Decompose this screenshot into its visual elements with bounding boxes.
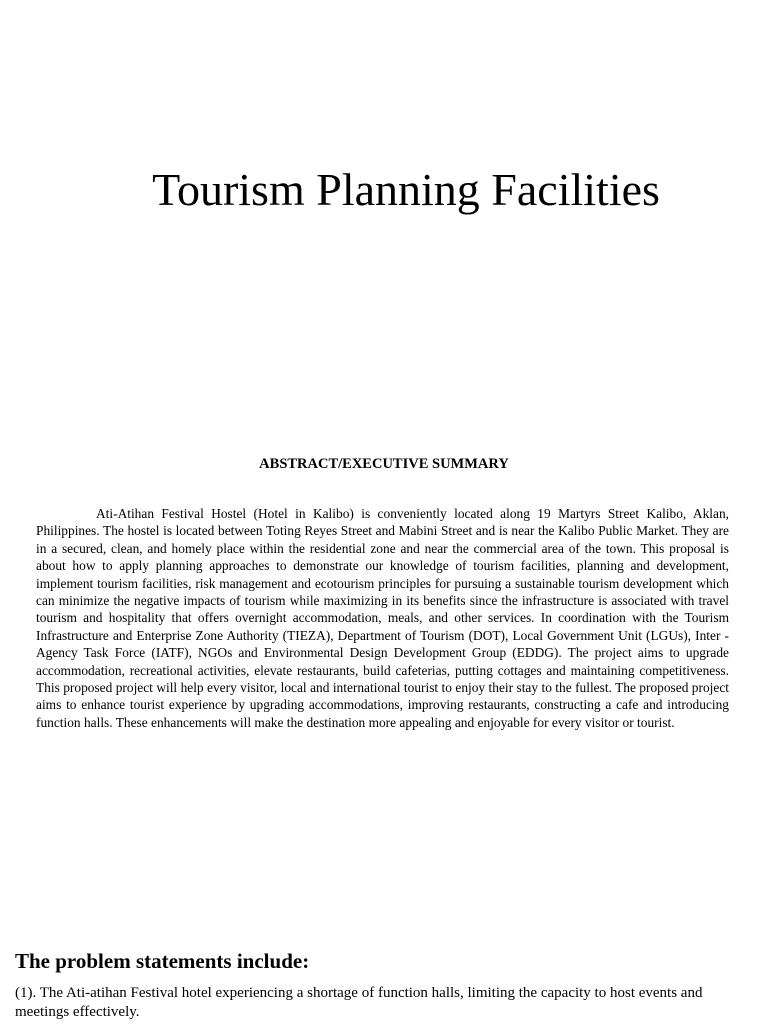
problem-statements-heading: The problem statements include:	[15, 949, 310, 973]
problem-statement-item: (1). The Ati-atihan Festival hotel experiencing a shortage of function halls, limiting the capacity to host events and meetings effectively.	[15, 985, 703, 1020]
abstract-heading: ABSTRACT/EXECUTIVE SUMMARY	[259, 456, 509, 472]
abstract-paragraph: Ati-Atihan Festival Hostel (Hotel in Kalibo) is conveniently located along 19 Martyrs Street Kalibo, Aklan, Philippines. The hostel is located between Toting Reyes Street and Mabini Street and is near the Kalibo Public Market. They are in a secured, clean, and homely place within the residential zone and near the commercial area of the town. This proposal is about how to apply planning approaches to demonstrate our knowledge of tourism facilities, planning and development, implement tourism facilities, risk management and ecotourism principles for pursuing a sustainable tourism development which can minimize the negative impacts of tourism while maximizing in its benefits since the infrastructure is associated with travel tourism and hospitality that offers overnight accommodation, meals, and other services. In coordination with the Tourism Infrastructure and Enterprise Zone Authority (TIEZA), Department of Tourism (DOT), Local Government Unit (LGUs), Inter -Agency Task Force (IATF), NGOs and Environmental Design Development Group (EDDG). The project aims to upgrade accommodation, recreational activities, elevate restaurants, build cafeterias, putting cottages and maintaining competitiveness. This proposed project will help every visitor, local and international tourist to enjoy their stay to the fullest. The proposed project aims to enhance tourist experience by upgrading accommodations, improving restaurants, constructing a cafe and introducing function halls. These enhancements will make the destination more appealing and enjoyable for every visitor or tourist.	[36, 506, 729, 730]
document-title: Tourism Planning Facilities	[152, 164, 660, 215]
